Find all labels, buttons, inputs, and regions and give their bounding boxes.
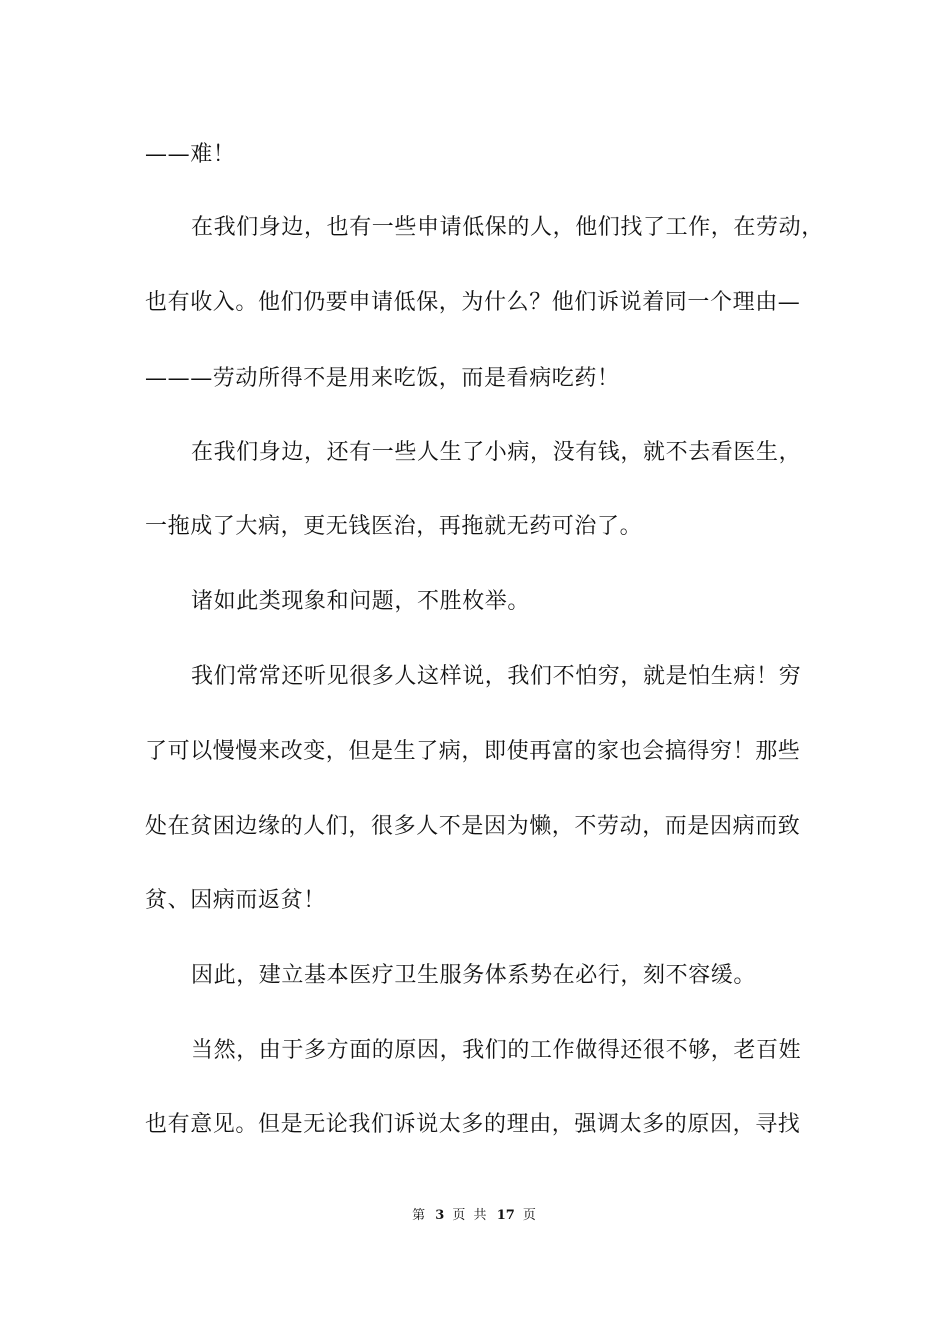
text-line: 也有意见。但是无论我们诉说太多的理由，强调太多的原因，寻找 [145,1112,801,1137]
footer-prefix: 第 [412,1208,428,1223]
text-line: 当然，由于多方面的原因，我们的工作做得还很不够，老百姓 [191,1038,802,1063]
text-line: 一拖成了大病，更无钱医治，再拖就无药可治了。 [145,514,643,539]
current-page-number: 3 [435,1208,445,1223]
text-line: 了可以慢慢来改变，但是生了病，即使再富的家也会搞得穷！那些 [145,739,801,764]
text-line: 在我们身边，还有一些人生了小病，没有钱，就不去看医生， [191,440,802,465]
page-footer [0,1206,950,1226]
text-line: 我们常常还听见很多人这样说，我们不怕穷，就是怕生病！穷 [191,664,802,689]
text-line: ———劳动所得不是用来吃饭，而是看病吃药！ [145,366,620,391]
text-line: 诸如此类现象和问题，不胜枚举。 [191,589,531,614]
footer-suffix: 页 [522,1208,538,1223]
text-line: ——难！ [145,142,236,167]
text-line: 也有收入。他们仍要申请低保，为什么？他们诉说着同一个理由— [145,290,801,315]
text-line: 处在贫困边缘的人们，很多人不是因为懒，不劳动，而是因病而致 [145,814,801,839]
text-line: 在我们身边，也有一些申请低保的人，他们找了工作，在劳动， [191,215,824,240]
text-line: 贫、因病而返贫！ [145,888,326,913]
total-pages-number: 17 [496,1208,515,1223]
text-line: 因此，建立基本医疗卫生服务体系势在必行，刻不容缓。 [191,963,757,988]
footer-middle: 页 共 [452,1208,489,1223]
